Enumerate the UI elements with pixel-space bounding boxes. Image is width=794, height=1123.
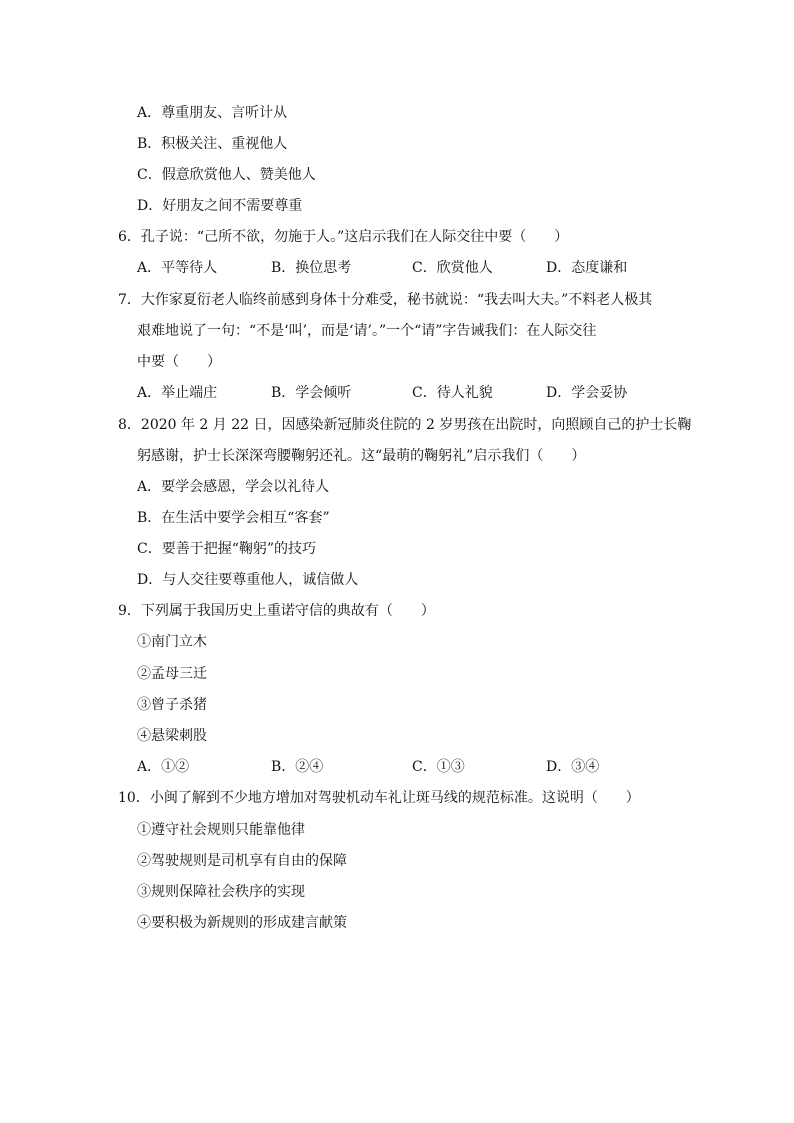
q7-option-b: B．学会倾听 <box>271 385 352 401</box>
q10-item-3: ③规则保障社会秩序的实现 <box>137 884 305 900</box>
q6-stem: 6．孔子说：“己所不欲，勿施于人。”这启示我们在人际交往中要（ ） <box>118 229 569 245</box>
q8-option-b: B．在生活中要学会相互“客套” <box>137 510 330 526</box>
q9-options <box>0 757 794 777</box>
q6-option-b: B．换位思考 <box>271 260 352 276</box>
q8-stem-line-2: 躬感谢，护士长深深弯腰鞠躬还礼。这“最萌的鞠躬礼”启示我们（ ） <box>137 448 586 464</box>
q6-option-c: C．欣赏他人 <box>412 260 493 276</box>
q7-option-c: C．待人礼貌 <box>412 385 493 401</box>
q6-option-a: A．平等待人 <box>137 260 218 276</box>
q10-item-1: ①遵守社会规则只能靠他律 <box>137 822 305 838</box>
q5-option-c: C．假意欣赏他人、赞美他人 <box>137 167 316 183</box>
q7-option-a: A．举止端庄 <box>137 385 218 401</box>
q6-options <box>0 258 794 278</box>
q7-stem-line-1: 7．大作家夏衍老人临终前感到身体十分难受，秘书就说：“我去叫大夫。”不料老人极其 <box>118 292 653 308</box>
q8-option-a: A．要学会感恩，学会以礼待人 <box>137 479 330 495</box>
q9-item-1: ①南门立木 <box>137 634 207 650</box>
q7-options <box>0 383 794 403</box>
q9-option-d: D．③④ <box>546 759 600 775</box>
q9-option-b: B．②④ <box>271 759 324 775</box>
q8-option-d: D．与人交往要尊重他人，诚信做人 <box>137 572 359 588</box>
q9-option-c: C．①③ <box>412 759 465 775</box>
q5-option-b: B．积极关注、重视他人 <box>137 136 288 152</box>
q10-item-2: ②驾驶规则是司机享有自由的保障 <box>137 853 347 869</box>
q9-item-3: ③曾子杀猪 <box>137 697 207 713</box>
q7-stem-line-3: 中要（ ） <box>137 354 221 370</box>
q9-stem: 9．下列属于我国历史上重诺守信的典故有（ ） <box>118 603 435 619</box>
q9-option-a: A．①② <box>137 759 190 775</box>
q9-item-2: ②孟母三迁 <box>137 666 207 682</box>
q8-stem-line-1: 8．2020 年 2 月 22 日，因感染新冠肺炎住院的 2 岁男孩在出院时，向照顾自己的护士长鞠 <box>118 417 692 433</box>
q5-option-a: A．尊重朋友、言听计从 <box>137 105 288 121</box>
q5-option-d: D．好朋友之间不需要尊重 <box>137 198 303 214</box>
q7-stem-line-2: 艰难地说了一句：“不是‘叫’，而是‘请’。”一个“请”字告诫我们：在人际交往 <box>137 323 597 339</box>
q9-item-4: ④悬梁刺股 <box>137 728 207 744</box>
q7-option-d: D．学会妥协 <box>546 385 628 401</box>
q6-option-d: D．态度谦和 <box>546 260 628 276</box>
q10-item-4: ④要积极为新规则的形成建言献策 <box>137 915 347 931</box>
q8-option-c: C．要善于把握“鞠躬”的技巧 <box>137 541 317 557</box>
q10-stem: 10．小闽了解到不少地方增加对驾驶机动车礼让斑马线的规范标准。这说明（ ） <box>118 790 640 806</box>
